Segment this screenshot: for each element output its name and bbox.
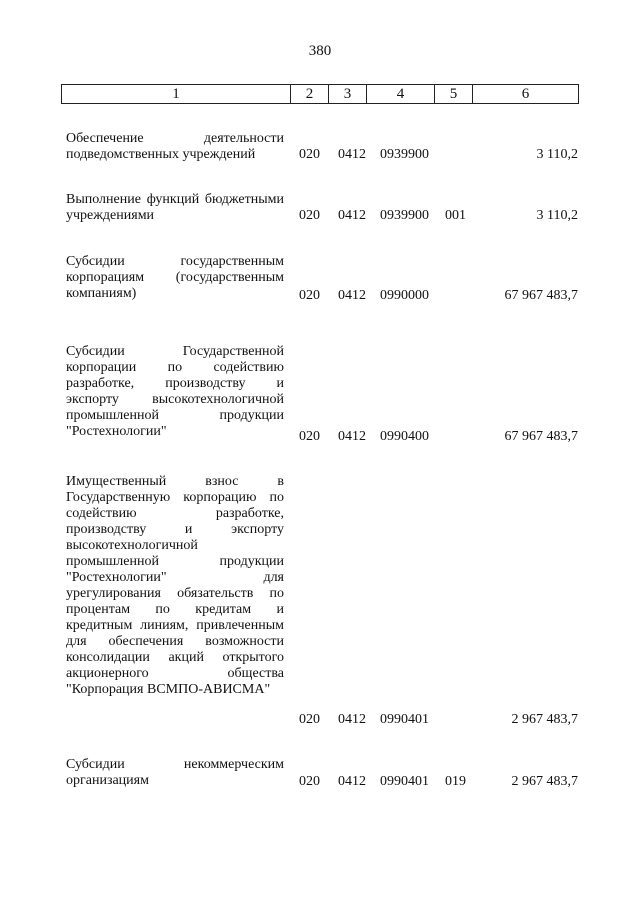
- row-sum: 3 110,2: [536, 208, 578, 223]
- row-code-rz: 0412: [338, 774, 366, 789]
- row-code-rz: 0412: [338, 208, 366, 223]
- header-col-3: 3: [329, 85, 367, 104]
- row-description: Субсидии государственным корпорациям (государственным компаниям): [66, 254, 284, 301]
- row-sum: 67 967 483,7: [504, 429, 578, 444]
- row-description: Имущественный взнос в Государственную корпорацию по содействию разработке, производству и экспорту высокотехнологичной промышленной продукции "Ростехнологии" для урегулирования обязательств по процентам по кредитам и кредитным линиям, привлеченным для обеспечения возможности консолидации акций открытого акционерного общества "Корпорация ВСМПО-АВИСМА": [66, 474, 284, 697]
- row-code-cs: 0939900: [380, 147, 429, 162]
- column-header-row: [61, 84, 579, 104]
- header-col-5: 5: [435, 85, 473, 104]
- row-sum: 67 967 483,7: [504, 288, 578, 303]
- header-col-4: 4: [367, 85, 435, 104]
- row-sum: 2 967 483,7: [511, 712, 578, 727]
- row-code-gr: 020: [299, 774, 320, 789]
- header-col-2: 2: [291, 85, 329, 104]
- row-code-gr: 020: [299, 712, 320, 727]
- row-code-cs: 0990401: [380, 712, 429, 727]
- row-sum: 2 967 483,7: [511, 774, 578, 789]
- row-code-gr: 020: [299, 288, 320, 303]
- page-number: 380: [308, 43, 332, 59]
- row-description: Субсидии некоммерческим организациям: [66, 757, 284, 788]
- row-description: Обеспечение деятельности подведомственных учреждений: [66, 131, 284, 162]
- row-code-rz: 0412: [338, 712, 366, 727]
- row-code-cs: 0990400: [380, 429, 429, 444]
- row-code-vr: 019: [445, 774, 466, 789]
- row-code-rz: 0412: [338, 429, 366, 444]
- row-code-gr: 020: [299, 147, 320, 162]
- row-code-cs: 0939900: [380, 208, 429, 223]
- row-code-gr: 020: [299, 208, 320, 223]
- row-code-gr: 020: [299, 429, 320, 444]
- row-description: Выполнение функций бюджетными учреждениями: [66, 192, 284, 223]
- row-code-cs: 0990000: [380, 288, 429, 303]
- row-code-cs: 0990401: [380, 774, 429, 789]
- row-code-rz: 0412: [338, 147, 366, 162]
- row-code-vr: 001: [445, 208, 466, 223]
- header-col-1: 1: [62, 85, 291, 104]
- header-col-6: 6: [473, 85, 579, 104]
- row-description: Субсидии Государственной корпорации по содействию разработке, производству и экспорту высокотехнологичной промышленной продукции "Ростехнологии": [66, 344, 284, 439]
- row-code-rz: 0412: [338, 288, 366, 303]
- row-sum: 3 110,2: [536, 147, 578, 162]
